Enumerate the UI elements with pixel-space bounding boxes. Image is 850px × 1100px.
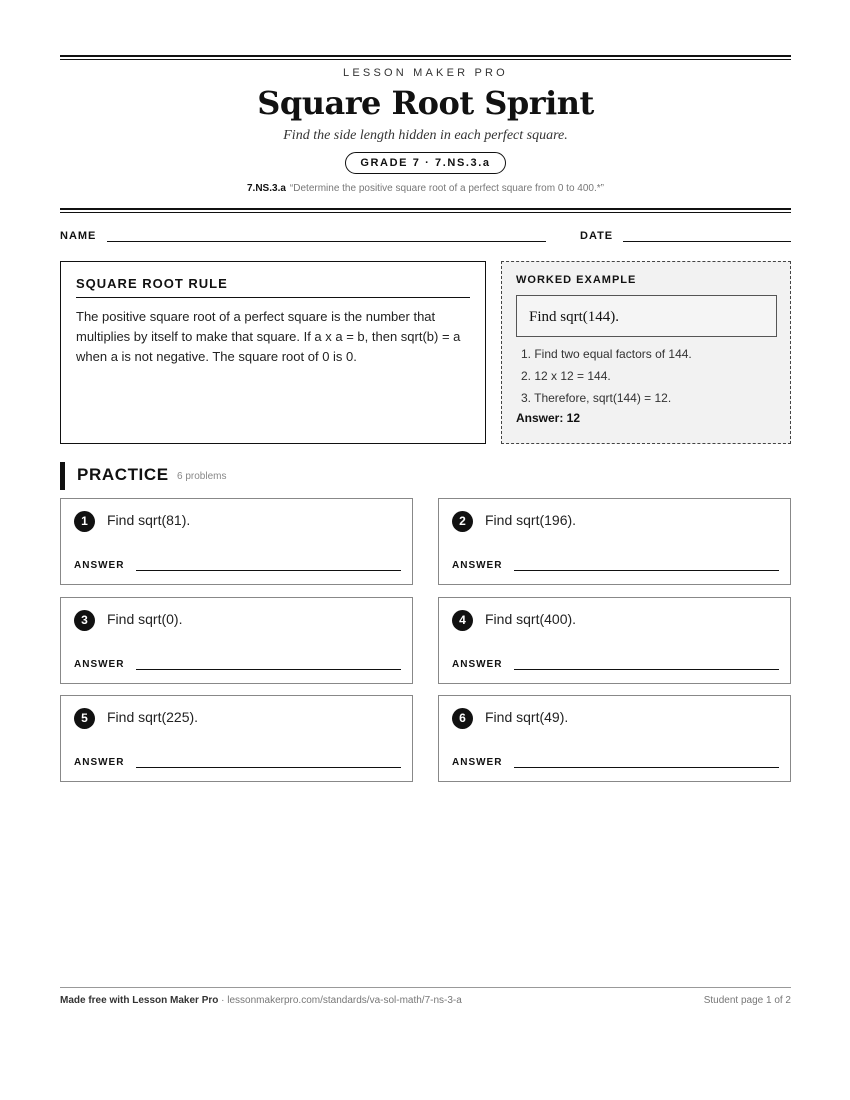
problem-card-1 xyxy=(60,498,413,585)
rule-heading: SQUARE ROOT RULE xyxy=(76,276,470,298)
standard-text: “Determine the positive square root of a perfect square from 0 to 400.*” xyxy=(289,183,604,194)
problem-card-3 xyxy=(60,597,413,684)
square-root-rule-box xyxy=(60,261,486,444)
footer-url[interactable]: · lessonmakerpro.com/standards/va-sol-math/7-ns-3-a xyxy=(218,995,462,1006)
name-label: NAME xyxy=(60,230,97,242)
example-answer: Answer: 12 xyxy=(516,411,581,425)
answer-field[interactable] xyxy=(136,669,401,670)
problem-card-5 xyxy=(60,695,413,782)
answer-label: ANSWER xyxy=(74,659,125,670)
problem-card-2 xyxy=(438,498,791,585)
example-prompt: Find sqrt(144). xyxy=(516,295,777,337)
page-subtitle: Find the side length hidden in each perfect square. xyxy=(283,128,568,143)
problem-prompt: Find sqrt(225). xyxy=(107,709,199,725)
footer-credit xyxy=(60,995,462,1006)
grade-pill-wrap xyxy=(60,152,791,174)
brand-name: LESSON MAKER PRO xyxy=(343,67,508,79)
date-field[interactable] xyxy=(623,241,791,242)
top-double-rule xyxy=(60,55,791,60)
answer-label: ANSWER xyxy=(74,757,125,768)
example-heading: WORKED EXAMPLE xyxy=(516,274,637,286)
problem-prompt: Find sqrt(81). xyxy=(107,512,191,528)
name-field[interactable] xyxy=(107,241,546,242)
footer-page-number: Student page 1 of 2 xyxy=(703,995,791,1006)
grade-badge: GRADE 7 · 7.NS.3.a xyxy=(345,152,505,174)
example-step: 3. Therefore, sqrt(144) = 12. xyxy=(521,391,672,405)
name-date-row xyxy=(60,230,791,246)
worksheet-page xyxy=(60,0,791,1100)
answer-field[interactable] xyxy=(514,570,779,571)
problem-card-4 xyxy=(438,597,791,684)
problem-prompt: Find sqrt(49). xyxy=(485,709,569,725)
problem-prompt: Find sqrt(0). xyxy=(107,611,183,627)
date-label: DATE xyxy=(580,230,614,242)
problem-number-badge: 1 xyxy=(74,511,95,532)
problem-prompt: Find sqrt(400). xyxy=(485,611,577,627)
standard-line xyxy=(60,183,791,194)
problem-number-badge: 4 xyxy=(452,610,473,631)
example-step: 1. Find two equal factors of 144. xyxy=(521,347,692,361)
example-steps xyxy=(516,343,776,409)
header-bottom-double-rule xyxy=(60,208,791,213)
practice-count: 6 problems xyxy=(177,471,227,482)
answer-label: ANSWER xyxy=(452,659,503,670)
footer-made-with: Made free with Lesson Maker Pro xyxy=(60,995,219,1006)
answer-label: ANSWER xyxy=(452,560,503,571)
rule-body: The positive square root of a perfect square is the number that multiplies by itself to make that square. If a x a = b, then sqrt(b) = a when a is not negative. The square root of 0 is 0. xyxy=(76,309,461,364)
page-title: Square Root Sprint xyxy=(257,84,594,122)
practice-title: PRACTICE xyxy=(77,465,169,484)
practice-accent-bar xyxy=(60,462,65,490)
example-step: 2. 12 x 12 = 144. xyxy=(521,369,611,383)
answer-field[interactable] xyxy=(514,669,779,670)
answer-field[interactable] xyxy=(136,570,401,571)
problem-number-badge: 6 xyxy=(452,708,473,729)
footer-rule xyxy=(60,987,791,988)
answer-label: ANSWER xyxy=(452,757,503,768)
practice-header xyxy=(60,462,791,490)
worked-example-box xyxy=(501,261,791,444)
answer-field[interactable] xyxy=(136,767,401,768)
problem-card-6 xyxy=(438,695,791,782)
answer-label: ANSWER xyxy=(74,560,125,571)
problem-number-badge: 5 xyxy=(74,708,95,729)
problem-prompt: Find sqrt(196). xyxy=(485,512,577,528)
standard-code: 7.NS.3.a xyxy=(247,183,286,194)
problem-number-badge: 2 xyxy=(452,511,473,532)
problem-number-badge: 3 xyxy=(74,610,95,631)
answer-field[interactable] xyxy=(514,767,779,768)
